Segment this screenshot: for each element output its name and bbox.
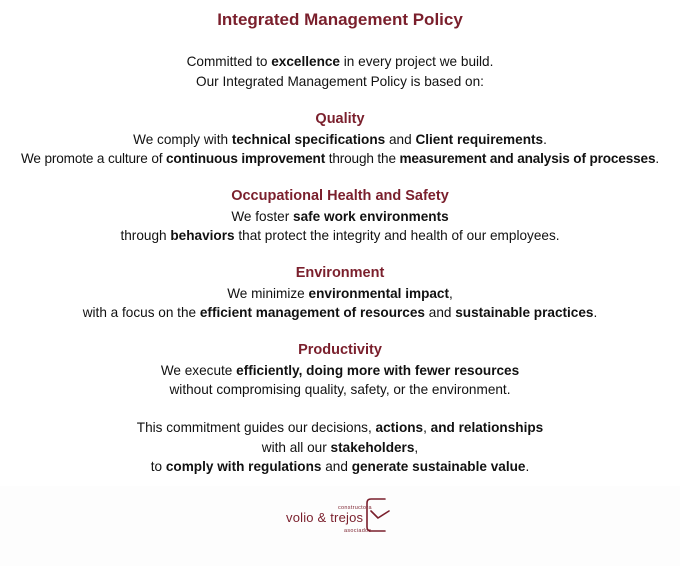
productivity-line-1: We execute efficiently, doing more with fewer resources xyxy=(160,362,520,378)
environment-heading: Environment xyxy=(295,265,385,281)
intro-line-1: Committed to excellence in every project we build. xyxy=(186,54,494,69)
environment-line-1: We minimize environmental impact, xyxy=(227,285,453,301)
productivity-heading: Productivity xyxy=(298,342,382,358)
logo-bottom-text: asociados xyxy=(344,528,372,534)
productivity-section xyxy=(0,341,680,400)
quality-heading: Quality xyxy=(315,111,365,127)
commitment-line-3: to comply with regulations and generate sustainable value. xyxy=(150,459,530,474)
logo-top-text: constructora xyxy=(338,505,372,511)
ohs-line-1: We foster safe work environments xyxy=(231,208,449,224)
ohs-section xyxy=(0,187,680,246)
environment-section xyxy=(0,264,680,323)
ohs-line-2: through behaviors that protect the integrity and health of our employees. xyxy=(120,228,560,243)
environment-line-2: with a focus on the efficient management of resources and sustainable practices. xyxy=(82,305,598,320)
productivity-line-2: without compromising quality, safety, or the environment. xyxy=(169,382,511,397)
commitment-line-2: with all our stakeholders, xyxy=(261,439,419,455)
logo-main-text: volio & trejos xyxy=(286,510,364,525)
commitment-section xyxy=(0,418,680,477)
ohs-heading: Occupational Health and Safety xyxy=(231,188,449,204)
quality-section xyxy=(0,110,680,169)
page-title: Integrated Management Policy xyxy=(217,10,463,29)
intro-line-2: Our Integrated Management Policy is based on: xyxy=(196,73,484,89)
quality-line-2: We promote a culture of continuous improvement through the measurement and analysis of processes. xyxy=(21,151,659,166)
quality-line-1: We comply with technical specifications and Client requirements. xyxy=(133,131,547,147)
company-logo xyxy=(286,497,396,541)
logo-mark-icon xyxy=(365,497,391,533)
intro-block xyxy=(0,52,680,91)
commitment-line-1: This commitment guides our decisions, actions, and relationships xyxy=(136,420,544,435)
